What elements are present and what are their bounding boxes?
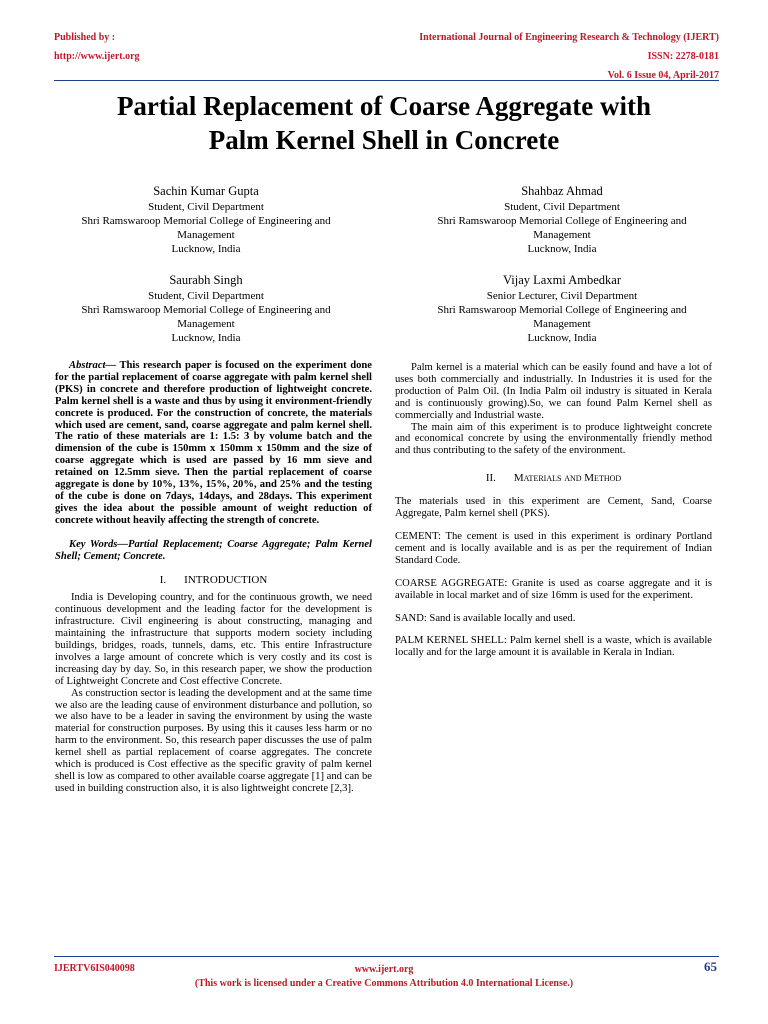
header-divider [54, 80, 719, 81]
author-role: Student, Civil Department [148, 201, 264, 213]
site-url-link[interactable]: http://www.ijert.org [54, 51, 140, 62]
author-block [412, 183, 712, 256]
author-location: Lucknow, India [171, 332, 241, 344]
author-location: Lucknow, India [527, 243, 597, 255]
palm-kernel-shell-paragraph: PALM KERNEL SHELL: Palm kernel shell is a waste, which is available locally and for the large amount it is available in Kerala in Indian. [395, 635, 712, 659]
author-institution: Management [177, 229, 235, 241]
left-column [55, 360, 372, 795]
paper-title [40, 89, 728, 157]
page-number: 65 [704, 959, 717, 974]
section-heading-materials [395, 473, 712, 485]
author-block [56, 183, 356, 256]
section-number: II. [485, 472, 496, 485]
author-institution: Management [177, 318, 235, 330]
body-paragraph: The main aim of this experiment is to produce lightweight concrete and economical concrete by using the environmentally friendly method and thus contributing to the safety of the environment. [395, 421, 712, 457]
author-institution: Shri Ramswaroop Memorial College of Engineering and [437, 215, 687, 227]
section-title: INTRODUCTION [184, 573, 268, 586]
journal-name: International Journal of Engineering Research & Technology (IJERT) [419, 32, 719, 43]
intro-paragraph: As construction sector is leading the development and at the same time we also are the leading cause of environment disturbance and pollution, so we also have to be a leader in saving the environment by using the waste material for construction purposes. By using this it causes less harm or no harm to the environment. So, this research paper discusses the use of palm kernel shell as partial replacement of coarse aggregates. The concrete which is produced is Cost effective as the specific gravity of palm kernel shell is low as compared to other available coarse aggregate [1] and can be used in building construction also, it is also lightweight concrete [2,3]. [55, 687, 372, 794]
header-left [54, 28, 140, 66]
title-line-2: Palm Kernel Shell in Concrete [208, 125, 560, 155]
footer-site-link[interactable]: www.ijert.org [354, 964, 414, 975]
author-role: Student, Civil Department [504, 201, 620, 213]
body-paragraph: Palm kernel is a material which can be easily found and have a lot of uses both commercially and industrially. In Industries it is used for the production of Palm Oil. (In India Palm oil industry is situated in Kerala and is continuously growing).So, we can found Palm Kernel shell as commercially and Industrial waste. [395, 362, 712, 421]
section-title: Materials and Method [513, 472, 622, 485]
section-number: I. [159, 573, 167, 586]
author-institution: Shri Ramswaroop Memorial College of Engineering and [437, 304, 687, 316]
coarse-aggregate-paragraph: COARSE AGGREGATE: Granite is used as coarse aggregate and it is available in local market and of size 16mm is used for the experiment. [395, 577, 712, 601]
abstract-dash: — [105, 360, 117, 371]
author-location: Lucknow, India [171, 243, 241, 255]
license-note: (This work is licensed under a Creative Commons Attribution 4.0 International License.) [194, 978, 574, 989]
author-role: Student, Civil Department [148, 290, 264, 302]
footer-center [0, 963, 768, 991]
author-institution: Shri Ramswaroop Memorial College of Engineering and [81, 215, 331, 227]
author-location: Lucknow, India [527, 332, 597, 344]
author-name: Saurabh Singh [169, 273, 243, 287]
abstract [55, 360, 372, 527]
abstract-text: This research paper is focused on the experiment done for the partial replacement of coarse aggregate with palm kernel shell (PKS) in concrete and therefore production of lightweight concrete. Palm kernel shell is a waste and thus by using it environment-friendly concrete is produced. For the construction of concrete, the materials which used are cement, sand, coarse aggregate and palm kernel shell. The ratio of these materials are 1: 1.5: 3 by volume batch and the dimension of the cube is 150mm x 150mm x 150mm and the size of coarse aggregate which is used are passed by 16 mm sieve and retained on 12.5mm sieve. Then the partial replacement of coarse aggregate is done by 10%, 13%, 15%, 20%, and 25% and the testing of the cube is done on 7days, 14days, and 28days. This experiment gives the idea about the possible amount of weight reduction of concrete without heavily affecting the strength of concrete. [55, 360, 372, 526]
materials-paragraph: The materials used in this experiment are Cement, Sand, Coarse Aggregate, Palm kernel shell (PKS). [395, 496, 712, 520]
author-institution: Management [533, 318, 591, 330]
footer-divider [54, 956, 719, 957]
cement-paragraph: CEMENT: The cement is used in this experiment is ordinary Portland cement and is locally available and is as per the requirement of Indian Standard Code. [395, 530, 712, 566]
author-institution: Shri Ramswaroop Memorial College of Engineering and [81, 304, 331, 316]
intro-paragraph: India is Developing country, and for the continuous growth, we need continuous development and the leading factor for the development is infrastructure. Civil engineering is about constructing, managing and maintaining the infrastructure that supports modern society including buildings, bridges, roads, tunnels, dams, etc. This entire Infrastructure involves a large amount of concrete which is very costly and its cost is increasing day by day. So, in this research paper, we show the production of Lightweight Concrete and Cost effective Concrete. [55, 592, 372, 687]
right-column [395, 362, 712, 659]
section-heading-introduction [55, 575, 372, 587]
volume-issue: Vol. 6 Issue 04, April-2017 [607, 70, 719, 81]
paper-id: IJERTV6IS040098 [54, 963, 135, 974]
abstract-label: Abstract [69, 360, 106, 371]
author-block [56, 272, 356, 345]
author-name: Sachin Kumar Gupta [153, 184, 259, 198]
keywords: Key Words—Partial Replacement; Coarse Aggregate; Palm Kernel Shell; Cement; Concrete. [55, 538, 372, 562]
author-name: Vijay Laxmi Ambedkar [503, 273, 621, 287]
title-line-1: Partial Replacement of Coarse Aggregate with [116, 91, 652, 121]
author-role: Senior Lecturer, Civil Department [486, 290, 638, 302]
sand-paragraph: SAND: Sand is available locally and used. [395, 612, 576, 624]
author-block [412, 272, 712, 345]
author-name: Shahbaz Ahmad [521, 184, 603, 198]
header-right [419, 28, 719, 85]
author-institution: Management [533, 229, 591, 241]
published-by: Published by : [54, 32, 116, 43]
issn: ISSN: 2278-0181 [647, 51, 719, 62]
